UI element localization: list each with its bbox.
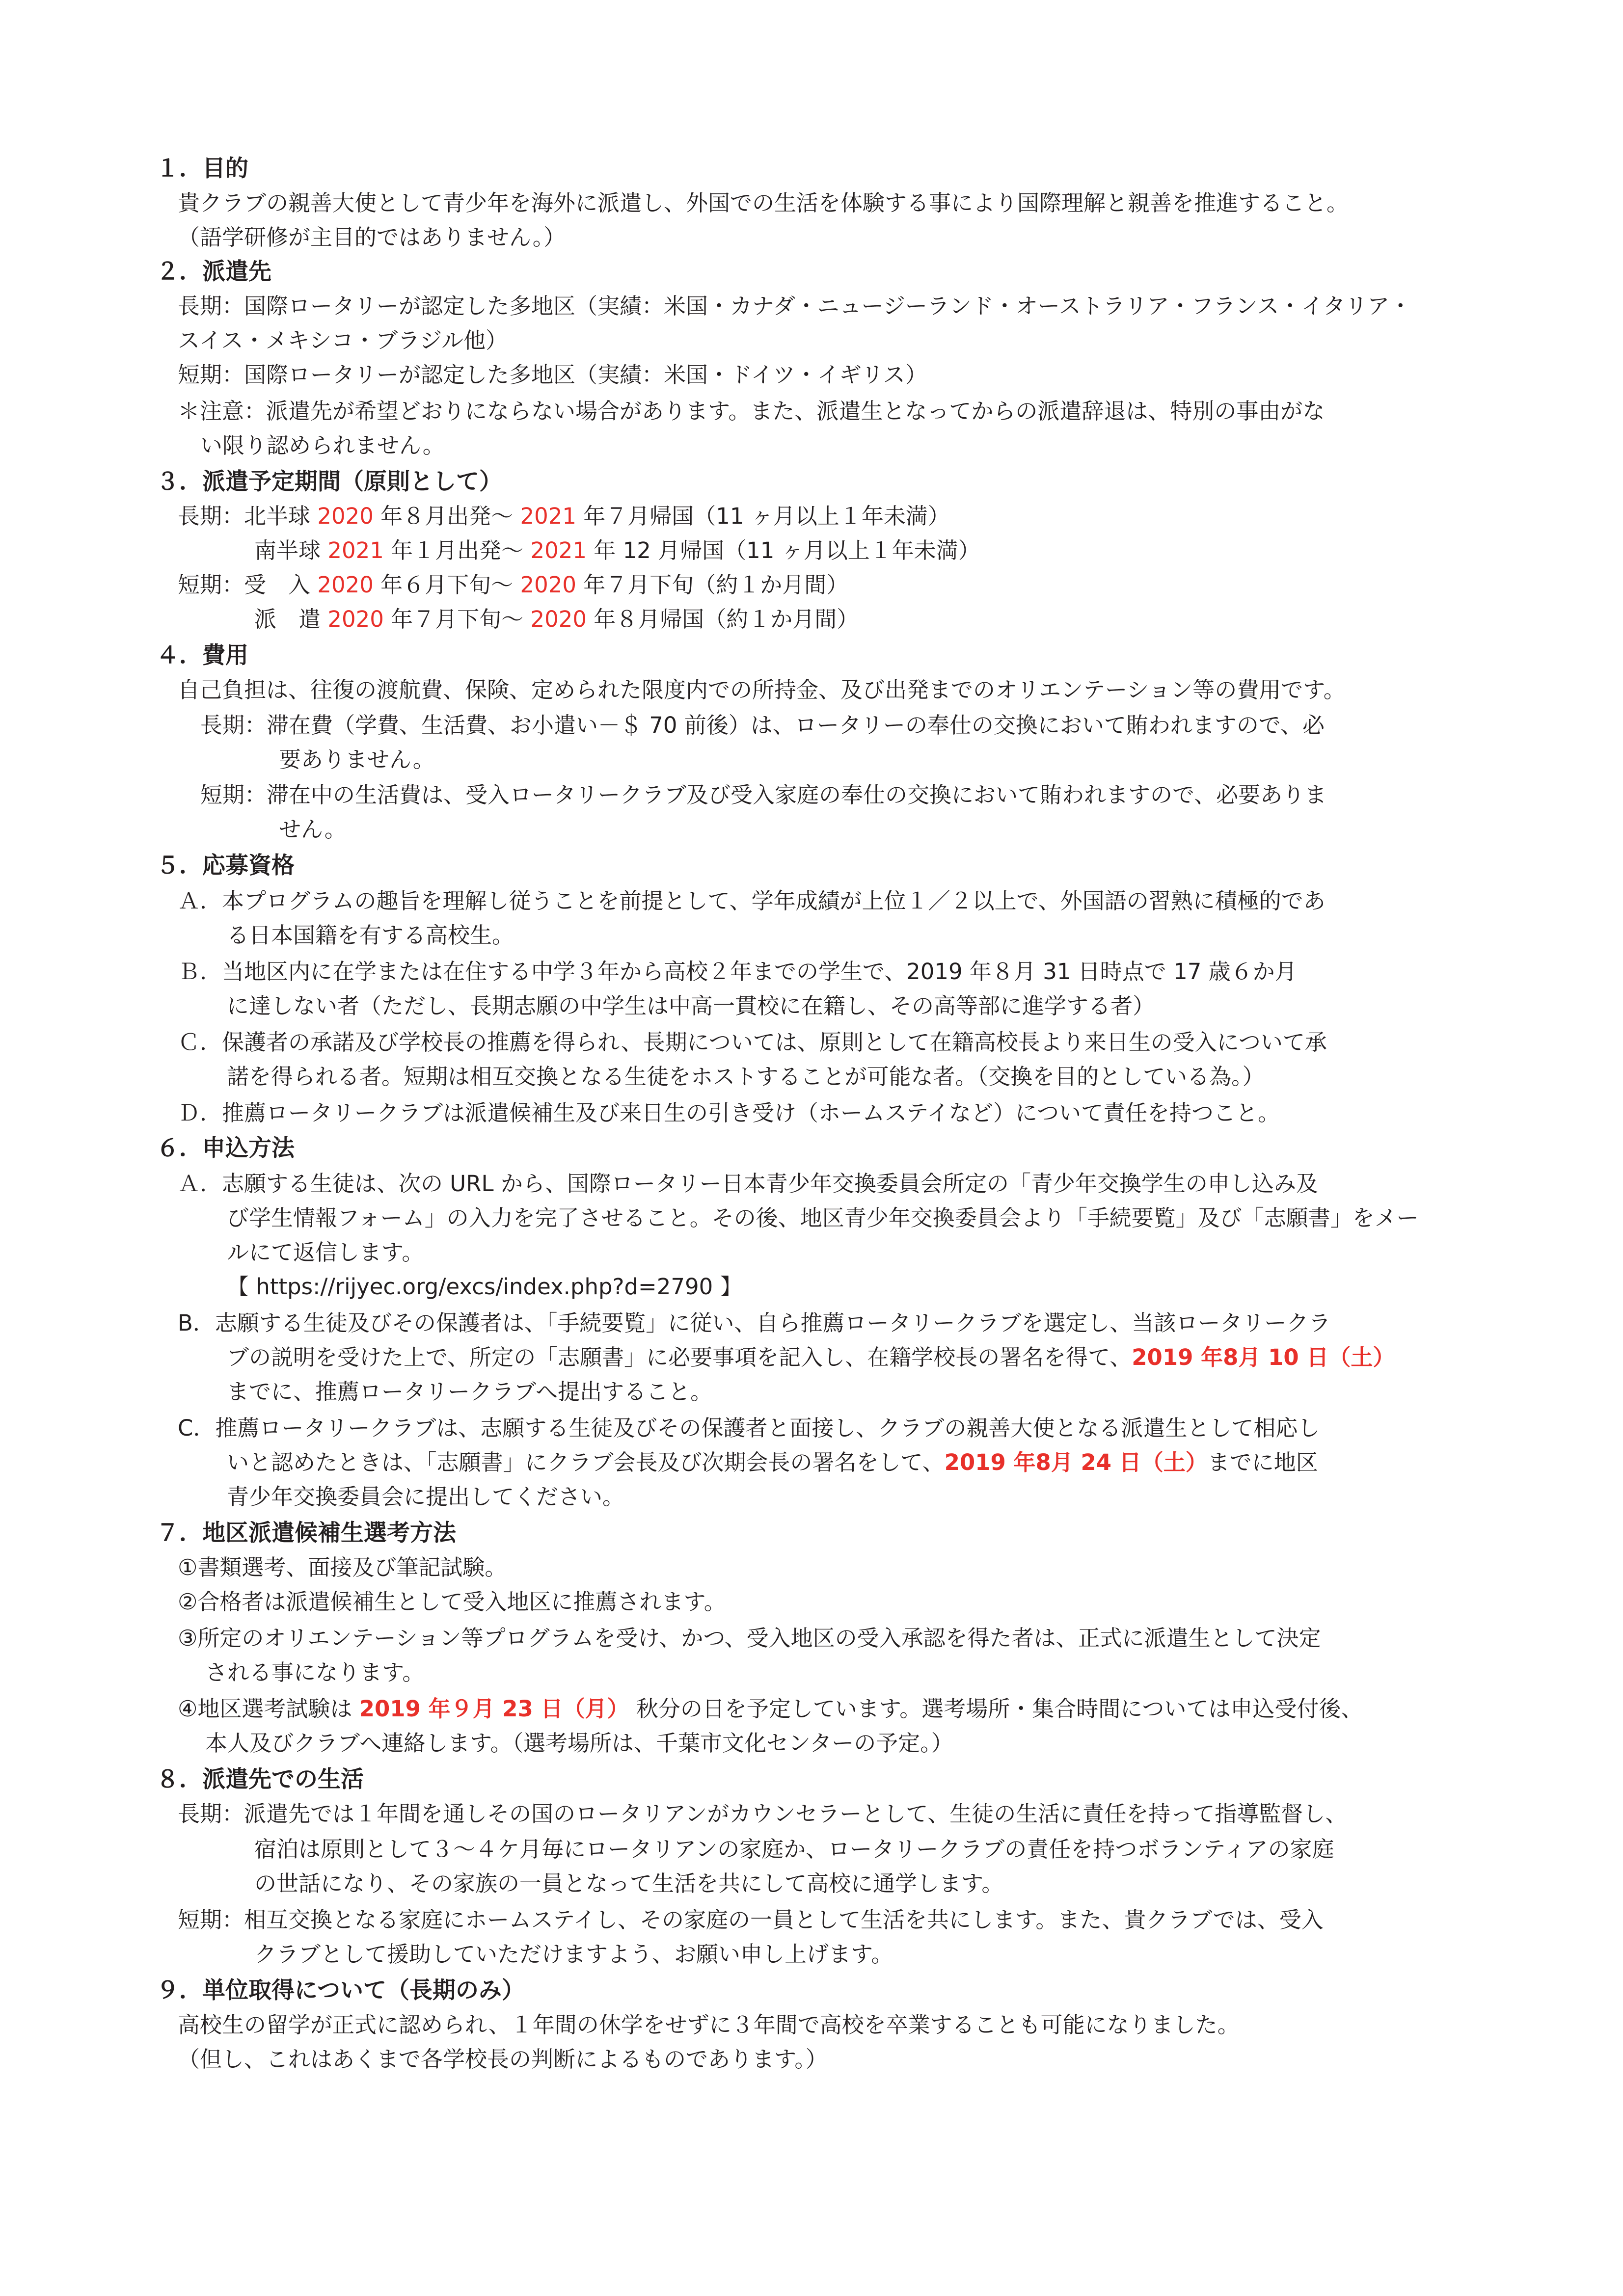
period-year: 2020 xyxy=(317,572,374,598)
period-short-dispatch: 派 遣 2020 年７月下旬～ 2020 年８月帰国（約１か月間） xyxy=(254,606,859,632)
period-year: 2021 xyxy=(520,503,576,529)
application-a-line: Ａ．志願する生徒は、次の URL から、国際ロータリー日本青少年交換委員会所定の「青少年交換学生の申し込み及 xyxy=(178,1171,1318,1197)
eligibility-a-line: Ａ．本プログラムの趣旨を理解し従うことを前提として、学年成績が上位１／２以上で、外国語の習熟に積極的であ xyxy=(178,888,1325,914)
section-heading-destination: ２．派遣先 xyxy=(156,258,271,285)
selection-item-3: ③所定のオリエンテーション等プログラムを受け、かつ、受入地区の受入承認を得た者は、正式に派遣生として決定 xyxy=(178,1625,1321,1651)
exam-date: 2019 年９月 23 日（月） xyxy=(359,1696,629,1722)
destination-long-line: 長期：国際ロータリーが認定した多地区（実績：米国・カナダ・ニュージーランド・オーストラリア・フランス・イタリア・ xyxy=(178,293,1412,319)
period-year: 2020 xyxy=(520,572,576,598)
destination-short-line: 短期：国際ロータリーが認定した多地区（実績：米国・ドイツ・イギリス） xyxy=(178,362,927,388)
cost-long-line: 要ありません。 xyxy=(279,747,435,773)
cost-line: 自己負担は、往復の渡航費、保険、定められた限度内での所持金、及び出発までのオリエンテーション等の費用です。 xyxy=(178,677,1346,703)
eligibility-b-line: Ｂ．当地区内に在学または在住する中学３年から高校２年までの学生で、2019 年８月 31 日時点で 17 歳６か月 xyxy=(178,959,1297,985)
application-c-line: C．推薦ロータリークラブは、志願する生徒及びその保護者と面接し、クラブの親善大使となる派遣生として相応し xyxy=(178,1415,1320,1441)
life-long-line: の世話になり、その家族の一員となって生活を共にして高校に通学します。 xyxy=(254,1870,1004,1896)
application-c-line: いと認めたときは、「志願書」にクラブ会長及び次期会長の署名をして、2019 年8月 24 日（土）までに地区 xyxy=(227,1449,1318,1475)
application-b-line: までに、推薦ロータリークラブへ提出すること。 xyxy=(227,1379,713,1405)
period-long-north: 長期：北半球 2020 年８月出発～ 2021 年７月帰国（11 ヶ月以上１年未満） xyxy=(178,503,950,529)
application-c-line: 青少年交換委員会に提出してください。 xyxy=(227,1484,625,1510)
credits-line: 高校生の留学が正式に認められ、１年間の休学をせずに３年間で高校を卒業することも可能になりました。 xyxy=(178,2012,1240,2038)
life-long-line: 長期：派遣先では１年間を通しその国のロータリアンがカウンセラーとして、生徒の生活に責任を持って指導監督し、 xyxy=(178,1801,1348,1827)
cost-short-line: 短期：滞在中の生活費は、受入ロータリークラブ及び受入家庭の奉仕の交換において賄われますので、必要ありま xyxy=(200,782,1327,808)
selection-item-1: ①書類選考、面接及び筆記試験。 xyxy=(178,1554,507,1580)
destination-caution-line: ＊注意：派遣先が希望どおりにならない場合があります。また、派遣生となってからの派遣辞退は、特別の事由がな xyxy=(178,398,1325,424)
application-b-line: B．志願する生徒及びその保護者は、「手続要覧」に従い、自ら推薦ロータリークラブを選定し、当該ロータリークラ xyxy=(178,1310,1331,1336)
cost-long-line: 長期：滞在費（学費、生活費、お小遣い－＄ 70 前後）は、ロータリーの奉仕の交換において賄われますので、必 xyxy=(200,712,1325,738)
life-short-line: 短期：相互交換となる家庭にホームステイし、その家庭の一員として生活を共にします。また、貴クラブでは、受入 xyxy=(178,1907,1324,1933)
destination-long-line: スイス・メキシコ・ブラジル他） xyxy=(178,327,508,353)
period-year: 2021 xyxy=(327,537,384,563)
selection-item-4: ④地区選考試験は 2019 年９月 23 日（月） 秋分の日を予定しています。選考場所・集合時間については申込受付後、 xyxy=(178,1696,1363,1722)
life-long-line: 宿泊は原則として３～４ケ月毎にロータリアンの家庭か、ロータリークラブの責任を持つボランティアの家庭 xyxy=(254,1836,1334,1862)
section-heading-application: ６．申込方法 xyxy=(156,1135,295,1162)
section-heading-purpose: １．目的 xyxy=(156,155,248,182)
application-b-line: ブの説明を受けた上で、所定の「志願書」に必要事項を記入し、在籍学校長の署名を得て、2019 年8月 10 日（土） xyxy=(227,1344,1395,1370)
selection-item-2: ②合格者は派遣候補生として受入地区に推薦されます。 xyxy=(178,1589,726,1615)
period-short-receive: 短期：受 入 2020 年６月下旬～ 2020 年７月下旬（約１か月間） xyxy=(178,572,849,598)
section-heading-cost: ４．費用 xyxy=(156,642,248,669)
eligibility-c-line: 諾を得られる者。短期は相互交換となる生徒をホストすることが可能な者。（交換を目的としている為。） xyxy=(227,1064,1265,1090)
eligibility-b-line: に達しない者（ただし、長期志願の中学生は中高一貫校に在籍し、その高等部に進学する者） xyxy=(227,993,1155,1019)
period-year: 2021 xyxy=(530,537,587,563)
life-short-line: クラブとして援助していただけますよう、お願い申し上げます。 xyxy=(254,1941,893,1967)
purpose-note: （語学研修が主目的ではありません。） xyxy=(178,224,566,250)
destination-caution-line: い限り認められません。 xyxy=(200,432,445,458)
purpose-text: 貴クラブの親善大使として青少年を海外に派遣し、外国での生活を体験する事により国際理解と親善を推進すること。 xyxy=(178,190,1349,216)
application-a-line: ルにて返信します。 xyxy=(227,1239,424,1265)
application-a-line: び学生情報フォーム」の入力を完了させること。その後、地区青少年交換委員会より「手続要覧」及び「志願書」をメー xyxy=(227,1205,1419,1231)
application-deadline-date: 2019 年8月 10 日（土） xyxy=(1132,1344,1395,1370)
club-deadline-date: 2019 年8月 24 日（土） xyxy=(944,1449,1208,1475)
selection-item-4: 本人及びクラブへ連絡します。（選考場所は、千葉市文化センターの予定。） xyxy=(205,1730,953,1756)
cost-short-line: せん。 xyxy=(279,816,347,842)
period-year: 2020 xyxy=(327,606,384,632)
eligibility-c-line: Ｃ．保護者の承諾及び学校長の推薦を得られ、長期については、原則として在籍高校長より来日生の受入について承 xyxy=(178,1029,1327,1055)
application-url: 【 https://rijyec.org/excs/index.php?d=2790 】 xyxy=(227,1274,742,1300)
eligibility-d-line: Ｄ．推薦ロータリークラブは派遣候補生及び来日生の引き受け（ホームステイなど）について責任を持つこと。 xyxy=(178,1100,1280,1126)
section-heading-life-abroad: ８．派遣先での生活 xyxy=(156,1766,364,1793)
section-heading-credits: ９．単位取得について（長期のみ） xyxy=(156,1977,525,2004)
period-long-south: 南半球 2021 年１月出発～ 2021 年 12 月帰国（11 ヶ月以上１年未満） xyxy=(254,537,980,563)
credits-note: （但し、これはあくまで各学校長の判断によるものであります。） xyxy=(178,2046,828,2072)
section-heading-eligibility: ５．応募資格 xyxy=(156,852,295,879)
period-year: 2020 xyxy=(317,503,374,529)
section-heading-selection: ７．地区派遣候補生選考方法 xyxy=(156,1520,456,1547)
selection-item-3: される事になります。 xyxy=(205,1659,425,1685)
period-year: 2020 xyxy=(530,606,587,632)
eligibility-a-line: る日本国籍を有する高校生。 xyxy=(227,922,514,948)
section-heading-period: ３．派遣予定期間（原則として） xyxy=(156,468,502,495)
